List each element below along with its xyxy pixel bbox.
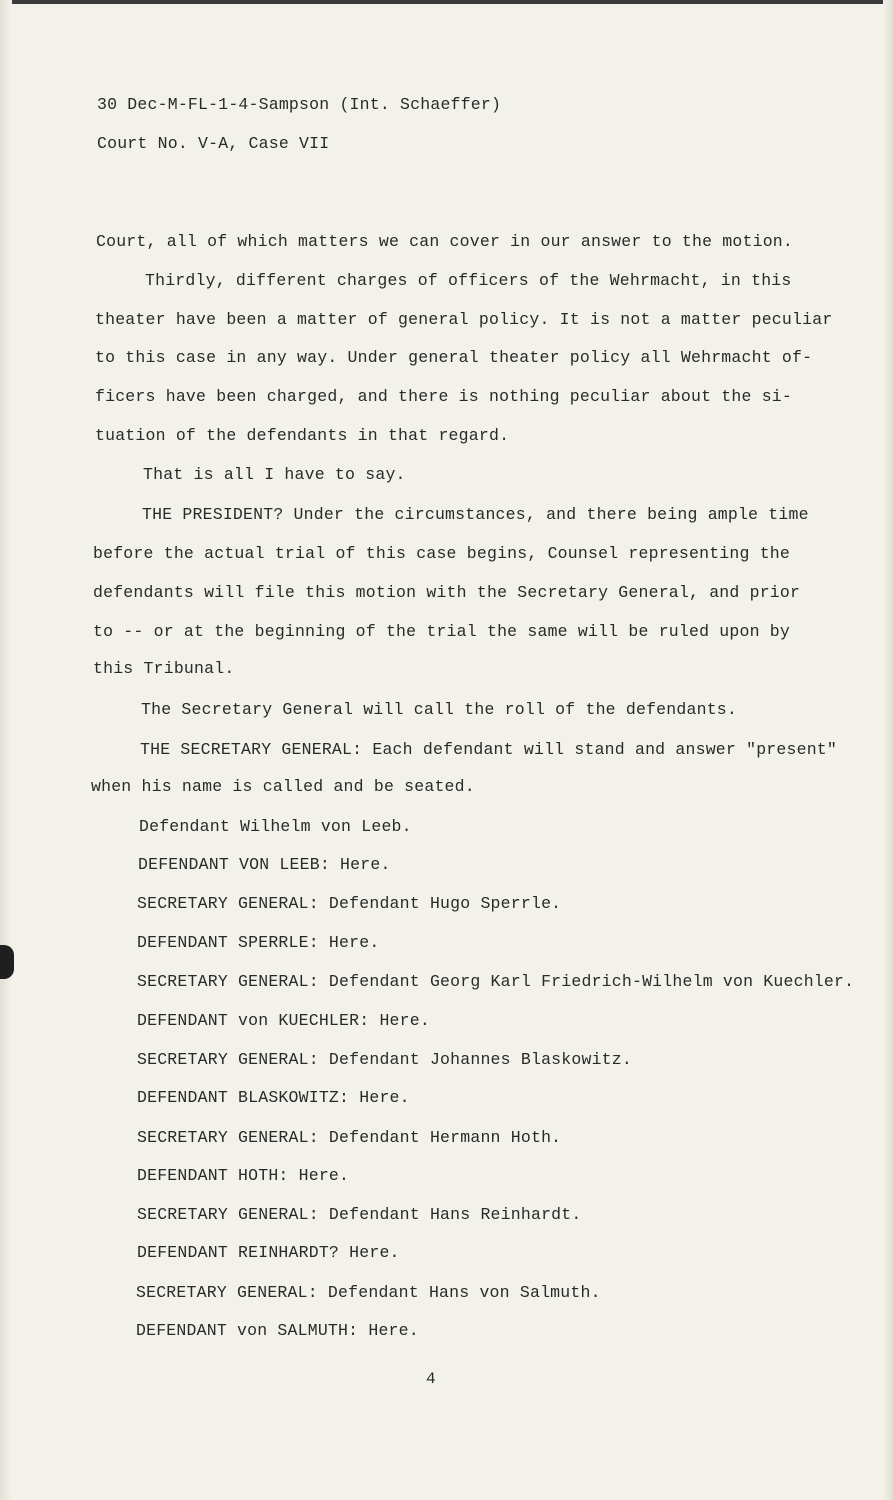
text-line: defendants will file this motion with the Secretary General, and prior — [93, 583, 801, 602]
page-number: 4 — [426, 1370, 436, 1388]
roll-call-line: DEFENDANT HOTH: Here. — [137, 1166, 350, 1185]
roll-call-line: SECRETARY GENERAL: Defendant Hans Reinhardt. — [137, 1205, 582, 1224]
roll-call-line: DEFENDANT von KUECHLER: Here. — [137, 1011, 430, 1030]
roll-call-line: SECRETARY GENERAL: Defendant Georg Karl Friedrich-Wilhelm von Kuechler. — [137, 972, 855, 991]
roll-call-line: SECRETARY GENERAL: Defendant Hermann Hoth. — [137, 1128, 562, 1147]
page-top-edge — [0, 0, 893, 4]
text-line: THE SECRETARY GENERAL: Each defendant will stand and answer "present" — [140, 740, 838, 759]
page-right-edge — [883, 0, 893, 1500]
header-court-line: Court No. V-A, Case VII — [97, 134, 330, 153]
roll-call-line: DEFENDANT SPERRLE: Here. — [137, 933, 380, 952]
text-line: Thirdly, different charges of officers of the Wehrmacht, in this — [145, 271, 792, 290]
text-line: to this case in any way. Under general theater policy all Wehrmacht of- — [95, 348, 813, 367]
text-line: theater have been a matter of general policy. It is not a matter peculiar — [95, 310, 833, 329]
roll-call-line: DEFENDANT von SALMUTH: Here. — [136, 1321, 419, 1340]
roll-call-line: DEFENDANT VON LEEB: Here. — [138, 855, 391, 874]
text-line: this Tribunal. — [93, 659, 235, 678]
text-line: when his name is called and be seated. — [91, 777, 475, 796]
text-line: That is all I have to say. — [143, 465, 406, 484]
text-line: THE PRESIDENT? Under the circumstances, and there being ample time — [142, 505, 809, 524]
text-line: The Secretary General will call the roll of the defendants. — [141, 700, 737, 719]
roll-call-line: Defendant Wilhelm von Leeb. — [139, 817, 412, 836]
roll-call-line: SECRETARY GENERAL: Defendant Johannes Blaskowitz. — [137, 1050, 632, 1069]
header-docket-line: 30 Dec-M-FL-1-4-Sampson (Int. Schaeffer) — [97, 95, 502, 114]
roll-call-line: SECRETARY GENERAL: Defendant Hans von Salmuth. — [136, 1283, 601, 1302]
roll-call-line: SECRETARY GENERAL: Defendant Hugo Sperrle. — [137, 894, 562, 913]
page-left-edge — [0, 0, 12, 1500]
text-line: to -- or at the beginning of the trial the same will be ruled upon by — [93, 622, 791, 641]
text-line: before the actual trial of this case begins, Counsel representing the — [93, 544, 791, 563]
text-line: Court, all of which matters we can cover in our answer to the motion. — [96, 232, 794, 251]
roll-call-line: DEFENDANT REINHARDT? Here. — [137, 1243, 400, 1262]
text-line: ficers have been charged, and there is nothing peculiar about the si- — [95, 387, 793, 406]
roll-call-line: DEFENDANT BLASKOWITZ: Here. — [137, 1088, 410, 1107]
binding-mark — [0, 945, 14, 979]
text-line: tuation of the defendants in that regard. — [95, 426, 510, 445]
